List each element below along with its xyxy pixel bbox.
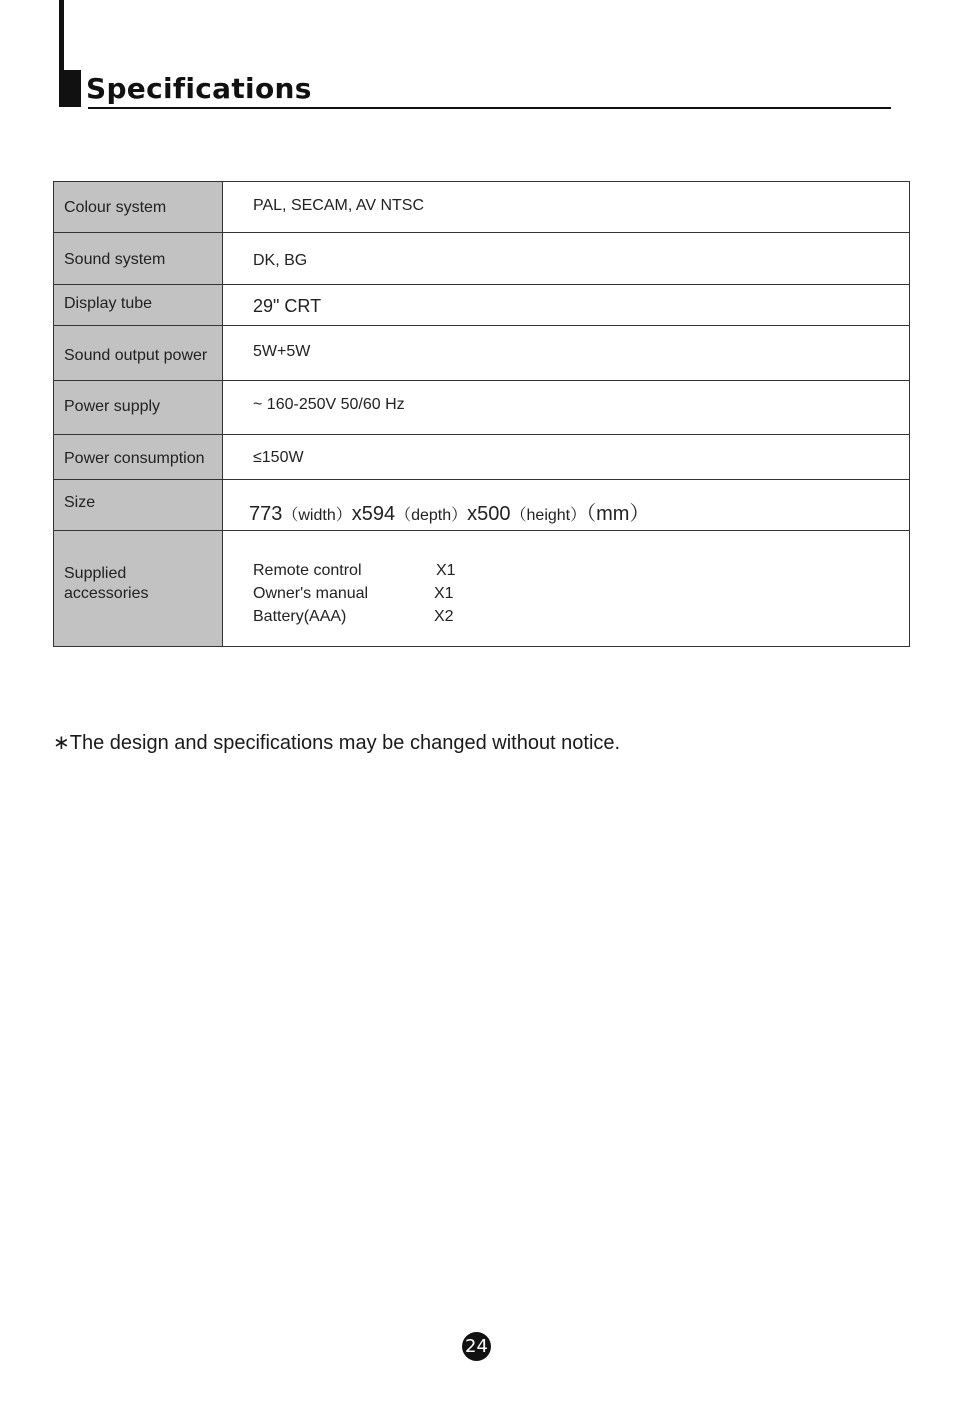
spec-label: Colour system	[64, 199, 167, 216]
spec-label: Power consumption	[64, 450, 205, 467]
spec-label-line1: Supplied	[64, 565, 127, 582]
size-height-label: （height）	[510, 507, 587, 524]
size-value	[249, 497, 649, 526]
footnote: ∗The design and specifications may be changed without notice.	[53, 732, 621, 754]
spec-row-supplied-accessories	[54, 531, 910, 647]
spec-label: Power supply	[64, 398, 161, 415]
size-depth: x594	[351, 503, 396, 525]
accessory-name: Battery(AAA)	[253, 608, 347, 625]
spec-label: Size	[64, 494, 96, 511]
size-height: x500	[467, 503, 511, 525]
spec-row-size	[54, 480, 910, 531]
list-item	[253, 605, 456, 628]
accessory-qty: X1	[434, 585, 454, 602]
spec-label: Display tube	[64, 295, 153, 312]
spec-label: Sound system	[64, 251, 166, 268]
accessory-qty: X1	[436, 562, 456, 579]
size-depth-label: （depth）	[395, 507, 468, 524]
spec-value: 29" CRT	[253, 296, 322, 316]
spec-value: DK, BG	[253, 252, 308, 269]
spec-row-sound-output-power	[54, 326, 910, 381]
spec-value: ~ 160-250V 50/60 Hz	[253, 396, 405, 413]
accessory-name: Owner's manual	[253, 585, 369, 602]
accessories-list	[253, 559, 456, 628]
accessory-qty: X2	[434, 608, 454, 625]
size-width-label: （width）	[282, 507, 352, 524]
spec-label: Sound output power	[64, 347, 208, 364]
spec-row-power-supply	[54, 381, 910, 435]
specifications-table	[53, 181, 910, 647]
spec-row-sound-system	[54, 233, 910, 285]
spec-row-display-tube	[54, 285, 910, 326]
size-width: 773	[249, 503, 283, 525]
page-title: Specifications	[86, 72, 312, 105]
spec-value: PAL, SECAM, AV NTSC	[253, 197, 425, 214]
title-underline	[88, 107, 891, 109]
page-number: 24	[462, 1332, 491, 1361]
header-bar-block	[59, 70, 81, 107]
list-item	[253, 582, 456, 605]
spec-label-line2: accessories	[64, 585, 149, 602]
size-unit: （mm）	[586, 503, 650, 525]
spec-row-colour-system	[54, 182, 910, 233]
list-item	[253, 559, 456, 582]
spec-value: 5W+5W	[253, 343, 311, 360]
spec-value: ≤150W	[253, 449, 304, 466]
spec-row-power-consumption	[54, 435, 910, 480]
accessory-name: Remote control	[253, 562, 362, 579]
